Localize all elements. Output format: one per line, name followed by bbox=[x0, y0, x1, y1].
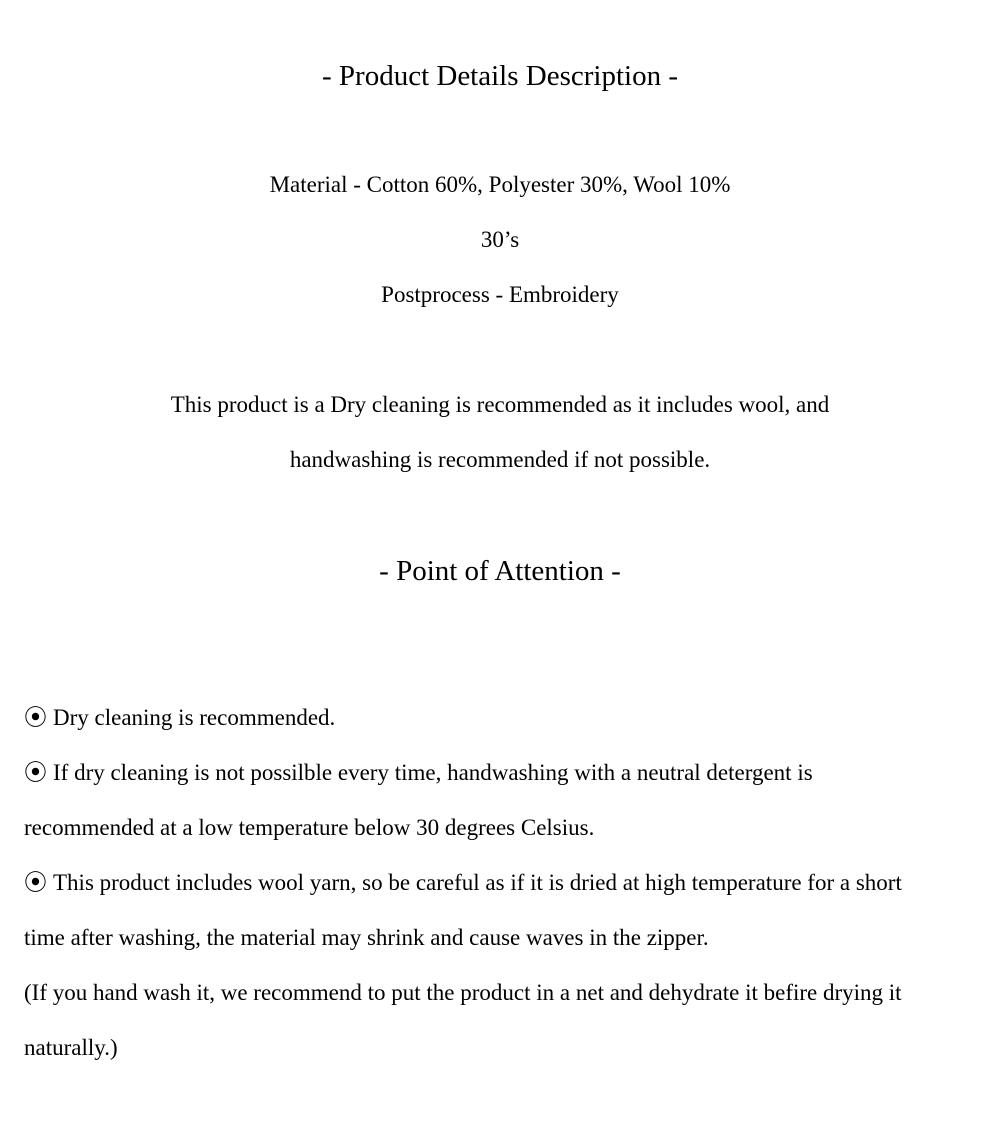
bullet-icon: ⦿ bbox=[24, 760, 47, 785]
attention-item-1-text: Dry cleaning is recommended. bbox=[53, 705, 336, 730]
hand-wash-note-line-1: (If you hand wash it, we recommend to put the product in a net and dehydrate it befire drying it bbox=[24, 980, 902, 1005]
attention-item-2 bbox=[24, 761, 813, 784]
material-line: Material - Cotton 60%, Polyester 30%, Wool 10% bbox=[269, 172, 731, 197]
care-text-line-1: This product is a Dry cleaning is recommended as it includes wool, and bbox=[170, 392, 830, 417]
attention-title: - Point of Attention - bbox=[379, 555, 621, 587]
bullet-icon: ⦿ bbox=[24, 870, 47, 895]
attention-item-1 bbox=[24, 706, 335, 729]
care-text-line-2: handwashing is recommended if not possible. bbox=[289, 447, 711, 472]
hand-wash-note-line-2: naturally.) bbox=[24, 1035, 118, 1060]
postprocess-line: Postprocess - Embroidery bbox=[381, 282, 619, 307]
attention-item-3 bbox=[24, 871, 902, 894]
yarn-line: 30’s bbox=[480, 227, 520, 252]
details-title: - Product Details Description - bbox=[322, 60, 678, 92]
attention-item-2-text: If dry cleaning is not possilble every time, handwashing with a neutral detergent is bbox=[53, 760, 813, 785]
attention-item-2-continuation: recommended at a low temperature below 30 degrees Celsius. bbox=[24, 815, 595, 840]
bullet-icon: ⦿ bbox=[24, 705, 47, 730]
attention-item-3-text: This product includes wool yarn, so be careful as if it is dried at high temperature for a short bbox=[53, 870, 902, 895]
attention-item-3-continuation: time after washing, the material may shrink and cause waves in the zipper. bbox=[24, 925, 709, 950]
